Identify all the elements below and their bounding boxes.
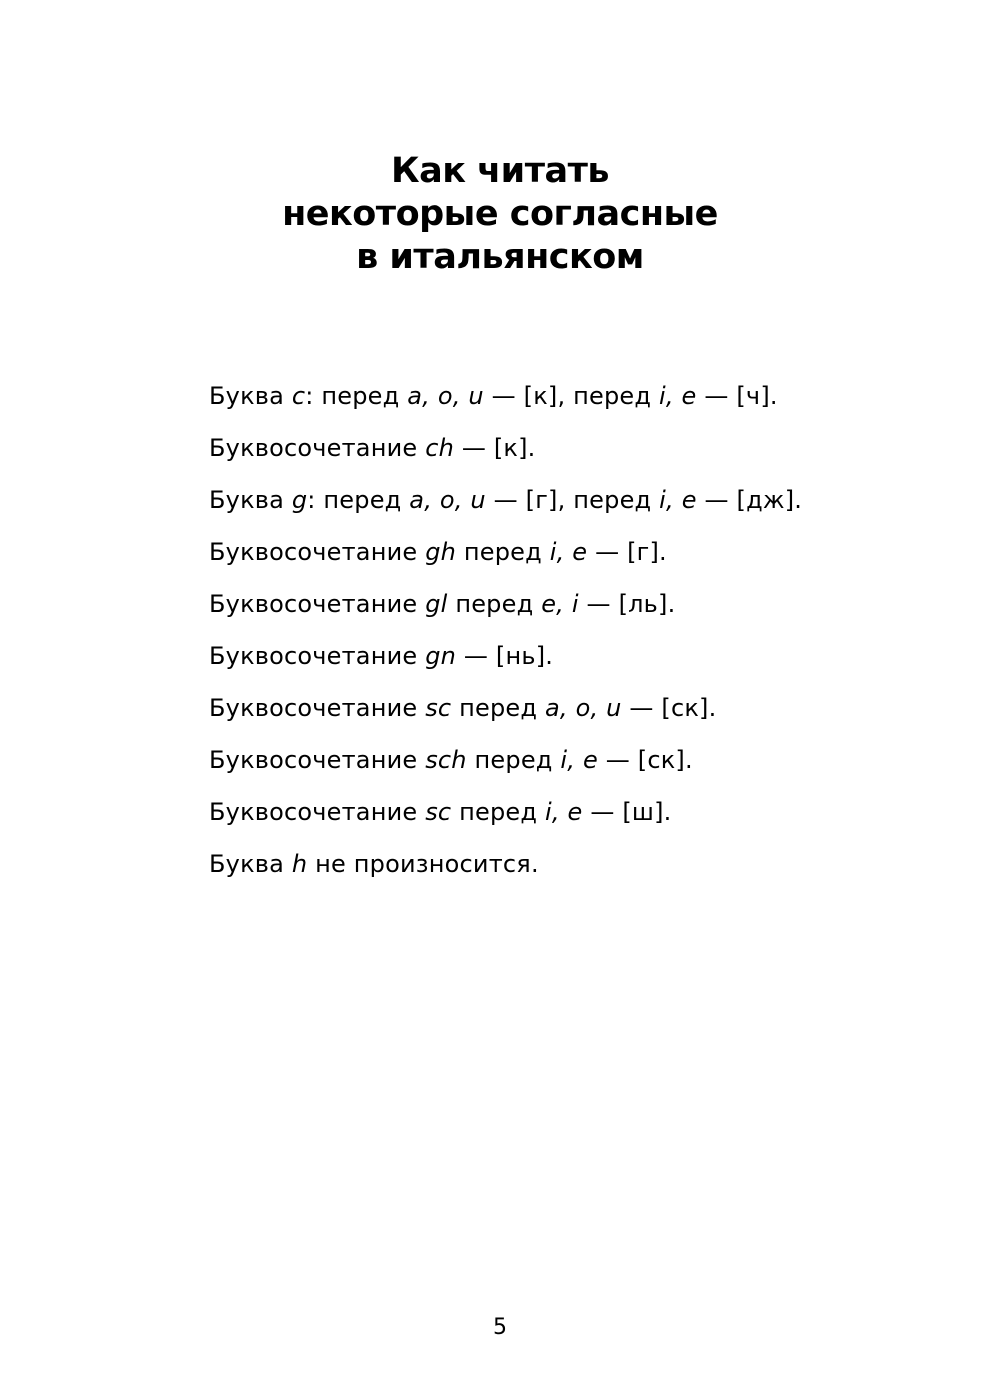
rule-item bbox=[209, 688, 929, 740]
title-line-1: Как читать bbox=[390, 151, 610, 191]
rule-letter: gn bbox=[425, 642, 457, 670]
rule-vowels: i, e bbox=[560, 746, 598, 774]
rule-text: : перед bbox=[307, 486, 410, 514]
rule-item bbox=[209, 480, 929, 532]
rule-item bbox=[209, 376, 929, 428]
rule-text: не произносится. bbox=[307, 850, 539, 878]
rule-letter: sc bbox=[425, 798, 452, 826]
rule-text: перед bbox=[456, 538, 550, 566]
rule-letter: sch bbox=[425, 746, 467, 774]
rule-text: : перед bbox=[305, 382, 408, 410]
title-line-2: некоторые согласные bbox=[282, 194, 718, 234]
rule-text: — [ль]. bbox=[578, 590, 676, 618]
rule-text: Буквосочетание bbox=[209, 746, 426, 774]
rule-text: Буквосочетание bbox=[209, 538, 426, 566]
rule-text: — [к]. bbox=[454, 434, 536, 462]
rule-text: Буква bbox=[209, 850, 292, 878]
rule-vowels: i, e bbox=[659, 486, 697, 514]
rule-vowels: a, o, u bbox=[409, 486, 486, 514]
rule-vowels: i, e bbox=[659, 382, 697, 410]
rule-letter: gl bbox=[425, 590, 448, 618]
rule-text: — [дж]. bbox=[696, 486, 803, 514]
rule-item bbox=[209, 844, 929, 896]
rule-item bbox=[209, 740, 929, 792]
rule-letter: c bbox=[291, 382, 306, 410]
rule-text: Буквосочетание bbox=[209, 590, 426, 618]
rule-letter: h bbox=[291, 850, 308, 878]
rule-item bbox=[209, 428, 929, 480]
rule-text: — [ч]. bbox=[696, 382, 778, 410]
rule-vowels: e, i bbox=[541, 590, 579, 618]
rule-item bbox=[209, 792, 929, 844]
rule-text: — [ш]. bbox=[582, 798, 672, 826]
page-title bbox=[0, 150, 1000, 279]
title-line-3: в итальянском bbox=[356, 237, 644, 277]
rule-text: Буквосочетание bbox=[209, 798, 426, 826]
rule-item bbox=[209, 532, 929, 584]
rules-list bbox=[209, 376, 929, 896]
rule-vowels: i, e bbox=[549, 538, 588, 566]
rule-text: — [г]. bbox=[587, 538, 667, 566]
rule-text: Буквосочетание bbox=[209, 434, 426, 462]
rule-vowels: a, o, u bbox=[545, 694, 622, 722]
rule-text: перед bbox=[447, 590, 542, 618]
rule-letter: g bbox=[291, 486, 308, 514]
rule-text: — [г], перед bbox=[485, 486, 660, 514]
rule-letter: gh bbox=[425, 538, 457, 566]
rule-letter: sc bbox=[425, 694, 452, 722]
rule-item bbox=[209, 636, 929, 688]
rule-text: — [ск]. bbox=[621, 694, 717, 722]
rule-text: — [ск]. bbox=[597, 746, 693, 774]
rule-letter: ch bbox=[425, 434, 454, 462]
rule-text: перед bbox=[466, 746, 561, 774]
rule-text: — [нь]. bbox=[456, 642, 554, 670]
rule-text: перед bbox=[451, 798, 546, 826]
rule-text: — [к], перед bbox=[483, 382, 660, 410]
rule-vowels: a, o, u bbox=[407, 382, 484, 410]
rule-text: Буква bbox=[209, 486, 292, 514]
rule-text: Буквосочетание bbox=[209, 694, 426, 722]
rule-vowels: i, e bbox=[545, 798, 583, 826]
rule-text: перед bbox=[451, 694, 546, 722]
page-number: 5 bbox=[493, 1315, 507, 1340]
rule-item bbox=[209, 584, 929, 636]
rule-text: Буквосочетание bbox=[209, 642, 426, 670]
rule-text: Буква bbox=[209, 382, 292, 410]
